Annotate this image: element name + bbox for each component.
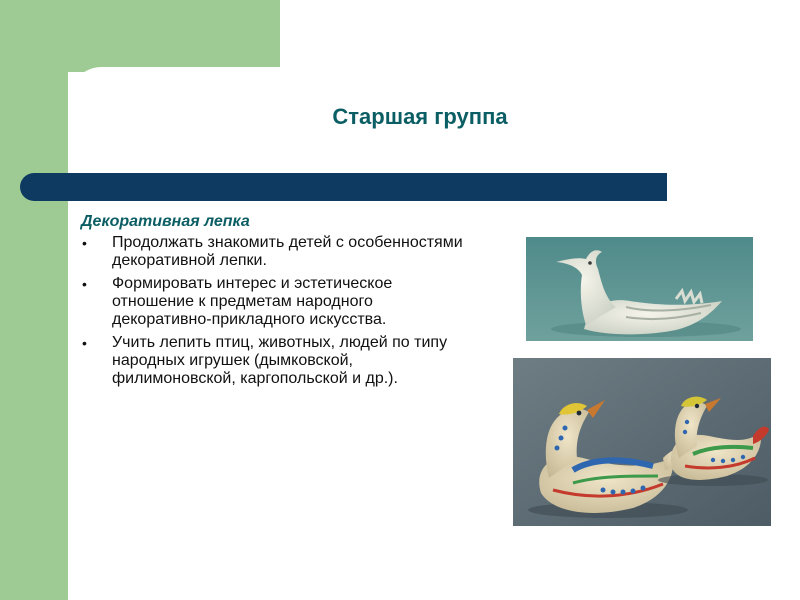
bullet-list [80,234,475,388]
title-divider-bar [20,173,667,201]
section-heading: Декоративная лепка [81,213,250,230]
slide-body [80,213,475,393]
green-side-band [0,0,68,600]
bullet-icon: • [82,235,87,251]
bullet-icon: • [82,276,87,292]
bullet-text: Продолжать знакомить детей с особенностями декоративной лепки. [112,234,463,269]
bullet-text: Учить лепить птиц, животных, людей по типу народных игрушек (дымковской, филимоновской, каргопольской и др.). [112,334,448,387]
painted-clay-ducks-photo [513,358,771,526]
bullet-item [80,334,475,388]
bullet-item [80,234,475,270]
bullet-text: Формировать интерес и эстетическое отношение к предметам народного декоративно-прикладного искусства. [112,275,393,328]
bullet-icon: • [82,335,87,351]
slide-title: Старшая группа [332,104,508,129]
green-top-band [0,0,280,72]
bullet-item [80,275,475,329]
white-clay-bird-photo [526,237,753,341]
